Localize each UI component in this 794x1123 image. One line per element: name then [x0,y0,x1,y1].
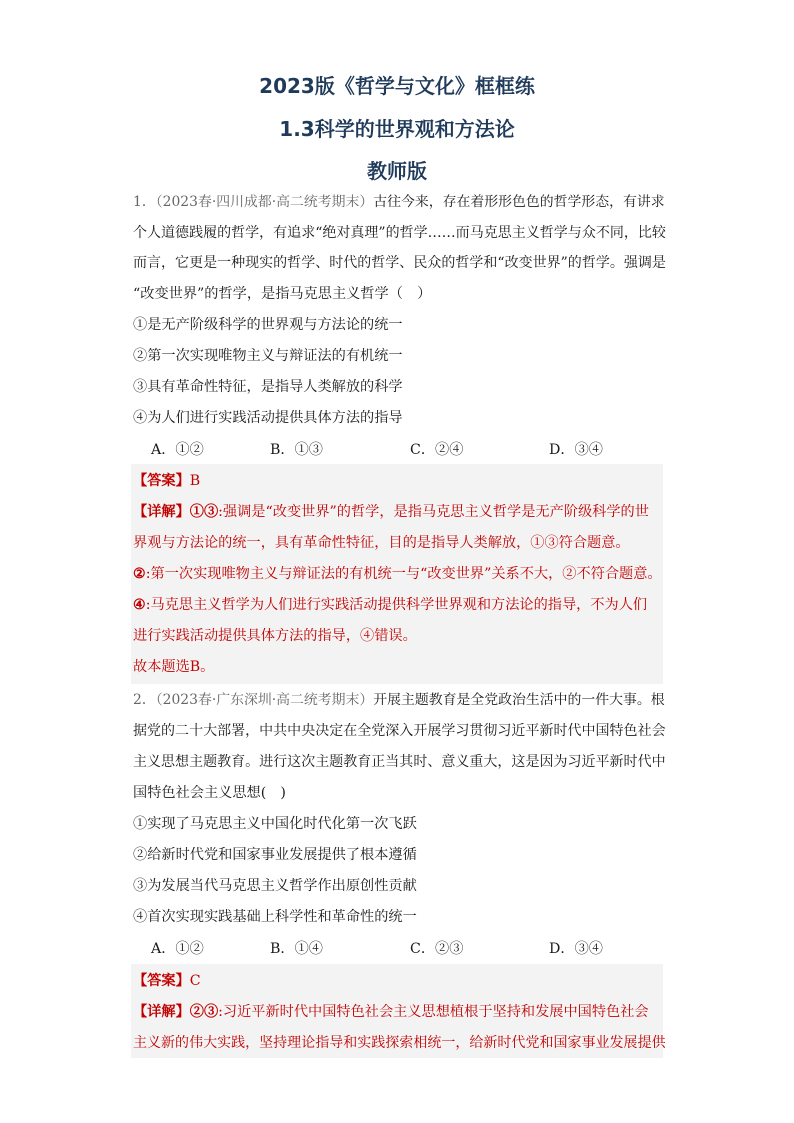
section-title: 1.3科学的世界观和方法论 [279,117,515,141]
q1-conclusion: 故本题选B。 [133,659,215,675]
q2-stem-line-4: 国特色社会主义思想( ) [133,785,286,801]
q2-stem-line-1: 2．（2023春·广东深圳·高二统考期末）开展主题教育是全党政治生活中的一件大事。根 [133,692,665,708]
q2-option-a[interactable]: A．①② [151,941,204,957]
q1-option-c[interactable]: C．②④ [410,442,464,458]
q1-option-b[interactable]: B．①③ [270,442,323,458]
q2-detail-line-2: 主义新的伟大实践，坚持理论指导和实践探索相统一，给新时代党和国家事业发展提供 [133,1035,666,1051]
q2-stem-line-2: 据党的二十大部署，中共中央决定在全党深入开展学习贯彻习近平新时代中国特色社会 [133,723,666,739]
q1-option-a[interactable]: A．①② [151,442,204,458]
q1-statement-4: ④为人们进行实践活动提供具体方法的指导 [133,410,403,426]
q1-detail-line-5: 进行实践活动提供具体方法的指导，④错误。 [133,628,417,644]
q2-statement-1: ①实现了马克思主义中国化时代化第一次飞跃 [133,816,417,832]
q1-statement-3: ③具有革命性特征，是指导人类解放的科学 [133,379,403,395]
q1-detail-line-2: 界观与方法论的统一，具有革命性特征，目的是指导人类解放，①③符合题意。 [133,535,630,551]
q1-stem-line-1: 1．（2023春·四川成都·高二统考期末）古往今来，存在着形形色色的哲学形态，有讲求 [133,194,665,210]
q1-stem-line-2: 个人道德践履的哲学，有追求“绝对真理”的哲学……而马克思主义哲学与众不同，比较 [133,225,666,241]
q2-statement-3: ③为发展当代马克思主义哲学作出原创性贡献 [133,878,417,894]
q2-answer: 【答案】C [133,973,201,989]
q2-stem-line-3: 主义思想主题教育。进行这次主题教育正当其时、意义重大，这是因为习近平新时代中 [133,754,666,770]
document-title: 2023版《哲学与文化》框框练 [259,74,535,98]
q1-statement-1: ①是无产阶级科学的世界观与方法论的统一 [133,317,403,333]
q1-statement-2: ②第一次实现唯物主义与辩证法的有机统一 [133,348,403,364]
q1-detail-line-1: 【详解】①③:强调是“改变世界”的哲学，是指马克思主义哲学是无产阶级科学的世 [133,504,649,520]
q1-detail-line-4: ④:马克思主义哲学为人们进行实践活动提供科学世界观和方法论的指导，不为人们 [133,597,648,613]
q1-stem-line-4: “改变世界”的哲学，是指马克思主义哲学（ ） [133,286,432,302]
q2-statement-4: ④首次实现实践基础上科学性和革命性的统一 [133,909,417,925]
q1-answer: 【答案】B [133,473,201,489]
q2-detail-line-1: 【详解】②③:习近平新时代中国特色社会主义思想植根于坚持和发展中国特色社会 [133,1004,649,1020]
q2-statement-2: ②给新时代党和国家事业发展提供了根本遵循 [133,847,417,863]
q1-stem-line-3: 而言，它更是一种现实的哲学、时代的哲学、民众的哲学和“改变世界”的哲学。强调是 [133,255,666,271]
edition-label: 教师版 [367,159,427,183]
q1-detail-line-3: ②:第一次实现唯物主义与辩证法的有机统一与“改变世界”关系不大，②不符合题意。 [133,566,662,582]
q2-option-b[interactable]: B．①④ [270,941,323,957]
q2-option-d[interactable]: D．③④ [549,941,603,957]
q2-source: 2．（2023春·广东深圳·高二统考期末） [133,692,374,708]
q1-source: 1．（2023春·四川成都·高二统考期末） [133,194,374,210]
q2-option-c[interactable]: C．②③ [410,941,464,957]
q1-option-d[interactable]: D．③④ [549,442,603,458]
